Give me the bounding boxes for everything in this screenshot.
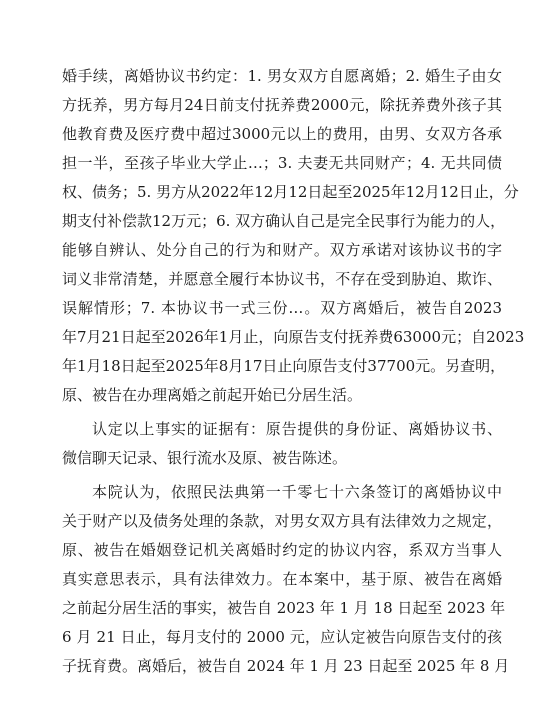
text-line-8: 词义非常清楚，并愿意全履行本协议书，不存在受到胁迫、欺诈、	[62, 270, 502, 288]
text-line-13: 认定以上事实的证据有：原告提供的身份证、离婚协议书、	[92, 420, 502, 438]
text-line-18: 真实意思表示，具有法律效力。在本案中，基于原、被告在离婚	[62, 570, 502, 588]
text-line-5: 权、债务；5. 男方从2022年12月12日起至2025年12月12日止，分	[62, 183, 519, 201]
text-line-7: 能够自辨认、处分自己的行为和财产。双方承诺对该协议书的字	[62, 241, 502, 259]
text-line-14: 微信聊天记录、银行流水及原、被告陈述。	[62, 449, 348, 467]
text-line-1: 婚手续，离婚协议书约定：1. 男女双方自愿离婚；2. 婚生子由女	[62, 67, 502, 85]
text-line-20: 6 月 21 日止，每月支付的 2000 元，应认定被告向原告支付的孩	[62, 628, 502, 646]
text-line-16: 关于财产以及债务处理的条款，对男女双方具有法律效力之规定，	[62, 512, 502, 530]
text-line-2: 方抚养，男方每月24日前支付抚养费2000元，除抚养费外孩子其	[62, 96, 502, 114]
text-line-6: 期支付补偿款12万元；6. 双方确认自己是完全民事行为能力的人，	[62, 212, 506, 230]
text-line-11: 年1月18日起至2025年8月17日止向原告支付37700元。另查明，	[62, 357, 506, 375]
text-line-3: 他教育费及医疗费中超过3000元以上的费用，由男、女双方各承	[62, 125, 502, 143]
text-line-12: 原、被告在办理离婚之前起开始已分居生活。	[62, 386, 363, 404]
text-line-15: 本院认为，依照民法典第一千零七十六条签订的离婚协议中	[92, 483, 502, 501]
text-line-21: 子抚育费。离婚后，被告自 2024 年 1 月 23 日起至 2025 年 8 月	[62, 657, 510, 675]
text-line-9: 误解情形；7. 本协议书一式三份…。双方离婚后，被告自2023	[62, 299, 502, 317]
text-line-10: 年7月21日起至2026年1月止，向原告支付抚养费63000元；自2023	[62, 328, 525, 346]
text-line-17: 原、被告在婚姻登记机关离婚时约定的协议内容，系双方当事人	[62, 541, 502, 559]
text-line-19: 之前起分居生活的事实，被告自 2023 年 1 月 18 日起至 2023 年	[62, 599, 506, 617]
text-line-4: 担一半，至孩子毕业大学止…；3. 夫妻无共同财产；4. 无共同债	[62, 154, 502, 172]
